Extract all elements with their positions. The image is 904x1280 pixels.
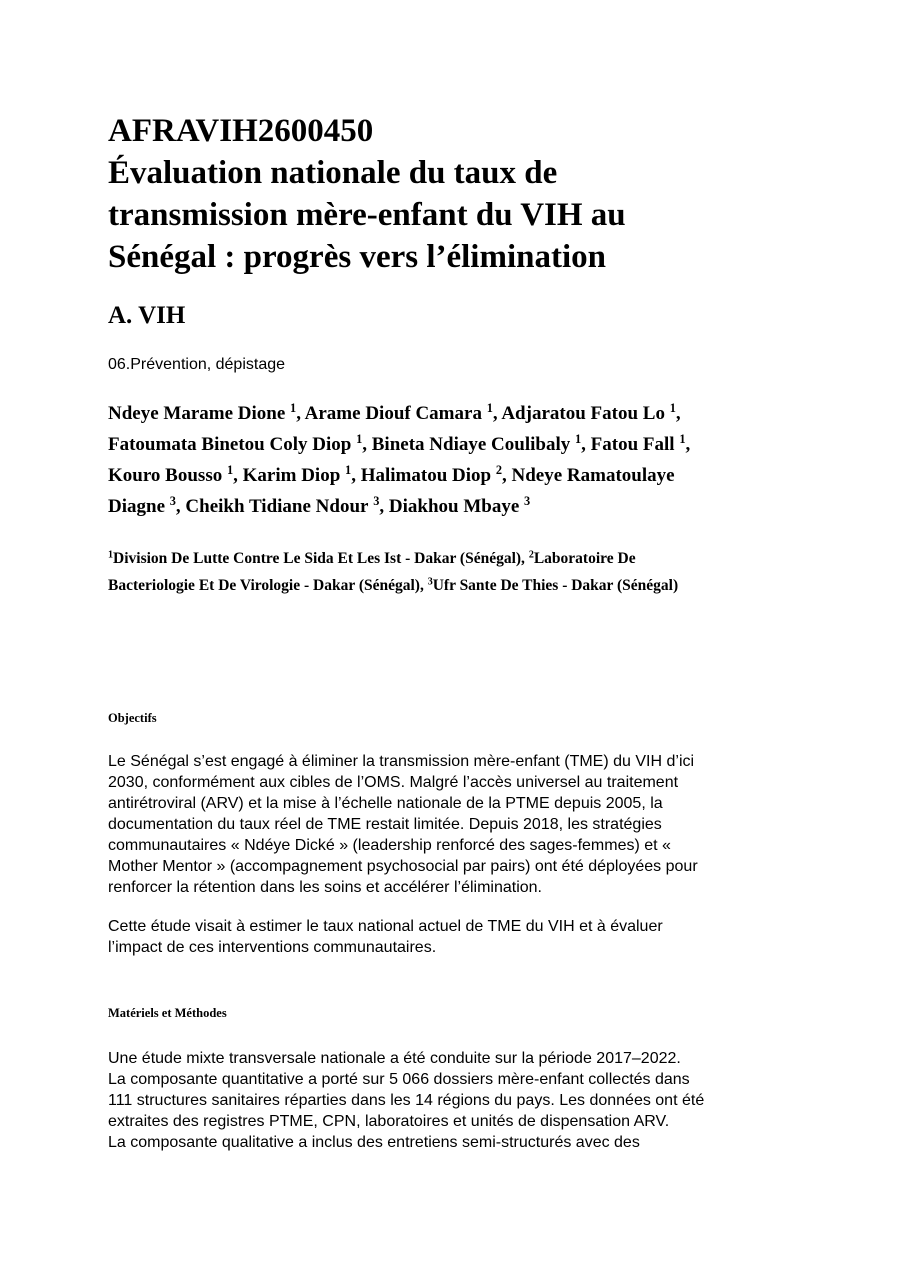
author-name: Fatou Fall	[590, 434, 675, 455]
author-affiliation-number: 3	[524, 494, 531, 509]
text-line: l’impact de ces interventions communautaires.	[108, 939, 437, 956]
text-line: 2030, conformément aux cibles de l’OMS. Malgré l’accès universel au traitement	[108, 774, 679, 791]
author-list: Ndeye Marame Dione $^1$, Arame Diouf Camara $^1$, Adjaratou Fatou Lo $^1$, Fatoumata Binetou Coly Diop $^1$, Bineta Ndiaye Coulibaly $^1$, Fatou Fall $^1$, Kouro Bousso $^1$, Karim Diop $^1$, Halimatou Diop $^2$, Ndeye Ramatoulaye Diagne $^3$, Cheikh Tidiane Ndour $^3$, Diakhou Mbaye $^3$	[108, 401, 691, 517]
author-name: Adjaratou Fatou Lo	[501, 403, 665, 424]
author-affiliation-number: 1	[486, 401, 493, 416]
author-affiliation-number: 1	[290, 401, 297, 416]
author-affiliation-number: 3	[373, 494, 380, 509]
text-line: La composante qualitative a inclus des entretiens semi-structurés avec des	[108, 1134, 640, 1151]
text-line: extraites des registres PTME, CPN, laboratoires et unités de dispensation ARV.	[108, 1113, 670, 1130]
text-line: Le Sénégal s’est engagé à éliminer la transmission mère-enfant (TME) du VIH d’ici	[108, 753, 695, 770]
author-affiliation-number: 1	[226, 463, 234, 478]
author-name: Halimatou Diop	[360, 465, 492, 486]
text-line: communautaires « Ndéye Dické » (leadership renforcé des sages-femmes) et «	[108, 837, 671, 854]
affiliation-text: Laboratoire De	[533, 550, 636, 567]
author-affiliation-number: 1	[356, 432, 363, 447]
affiliation-list	[108, 545, 828, 599]
title-line: Sénégal : progrès vers l’élimination	[108, 239, 606, 275]
section-heading: A. VIH	[108, 302, 186, 329]
author-affiliation-number: 2	[495, 463, 502, 478]
methodes-heading: Matériels et Méthodes	[108, 1006, 227, 1020]
affiliation-text: Division De Lutte Contre Le Sida Et Les Ist - Dakar (Sénégal),	[113, 550, 529, 567]
title-line: transmission mère-enfant du VIH au	[108, 197, 626, 233]
author-name: Arame Diouf Camara	[304, 403, 482, 424]
title-line: Évaluation nationale du taux de	[108, 155, 558, 191]
author-name: Fatoumata Binetou Coly Diop	[108, 434, 352, 455]
affiliation-text: Bacteriologie Et De Virologie - Dakar (Sénégal),	[108, 577, 428, 594]
author-name: Cheikh Tidiane Ndour	[185, 496, 369, 517]
category-label: 06.Prévention, dépistage	[108, 356, 286, 373]
objectifs-heading: Objectifs	[108, 711, 157, 725]
affiliation-line	[108, 545, 828, 572]
text-line: renforcer la rétention dans les soins et accélérer l’élimination.	[108, 879, 542, 896]
methodes-paragraph-1	[108, 1048, 808, 1153]
text-line: La composante quantitative a porté sur 5 066 dossiers mère-enfant collectés dans	[108, 1071, 690, 1088]
affiliation-line	[108, 572, 828, 599]
author-name: Karim Diop	[242, 465, 341, 486]
author-affiliation-number: 3	[169, 494, 176, 509]
text-line: Une étude mixte transversale nationale a été conduite sur la période 2017–2022.	[108, 1050, 681, 1067]
affiliation-text: Ufr Sante De Thies - Dakar (Sénégal)	[432, 577, 679, 594]
abstract-id: AFRAVIH2600450	[108, 113, 374, 149]
text-line: antirétroviral (ARV) et la mise à l’échelle nationale de la PTME depuis 2005, la	[108, 795, 663, 812]
author-name: Diakhou Mbaye	[388, 496, 520, 517]
objectifs-paragraph-1	[108, 751, 808, 898]
author-affiliation-number: 1	[345, 463, 352, 478]
affiliation-number: 1	[108, 549, 114, 561]
text-line: Mother Mentor » (accompagnement psychosocial par pairs) ont été déployées pour	[108, 858, 698, 875]
text-line: 111 structures sanitaires réparties dans les 14 régions du pays. Les données ont été	[108, 1092, 705, 1109]
author-name: Bineta Ndiaye Coulibaly	[371, 434, 571, 455]
author-name: Ndeye Marame Dione	[108, 403, 286, 424]
affiliation-number: 3	[427, 576, 433, 588]
author-name: Kouro Bousso	[108, 465, 223, 486]
author-affiliation-number: 1	[669, 401, 676, 416]
affiliation-number: 2	[528, 549, 534, 561]
author-affiliation-number: 1	[574, 432, 582, 447]
author-affiliation-number: 1	[679, 432, 686, 447]
text-line: documentation du taux réel de TME restait limitée. Depuis 2018, les stratégies	[108, 816, 662, 833]
objectifs-paragraph-2	[108, 916, 808, 958]
title-block	[108, 110, 808, 278]
text-line: Cette étude visait à estimer le taux national actuel de TME du VIH et à évaluer	[108, 918, 663, 935]
author-name: Ndeye Ramatoulaye Diagne	[108, 465, 675, 517]
